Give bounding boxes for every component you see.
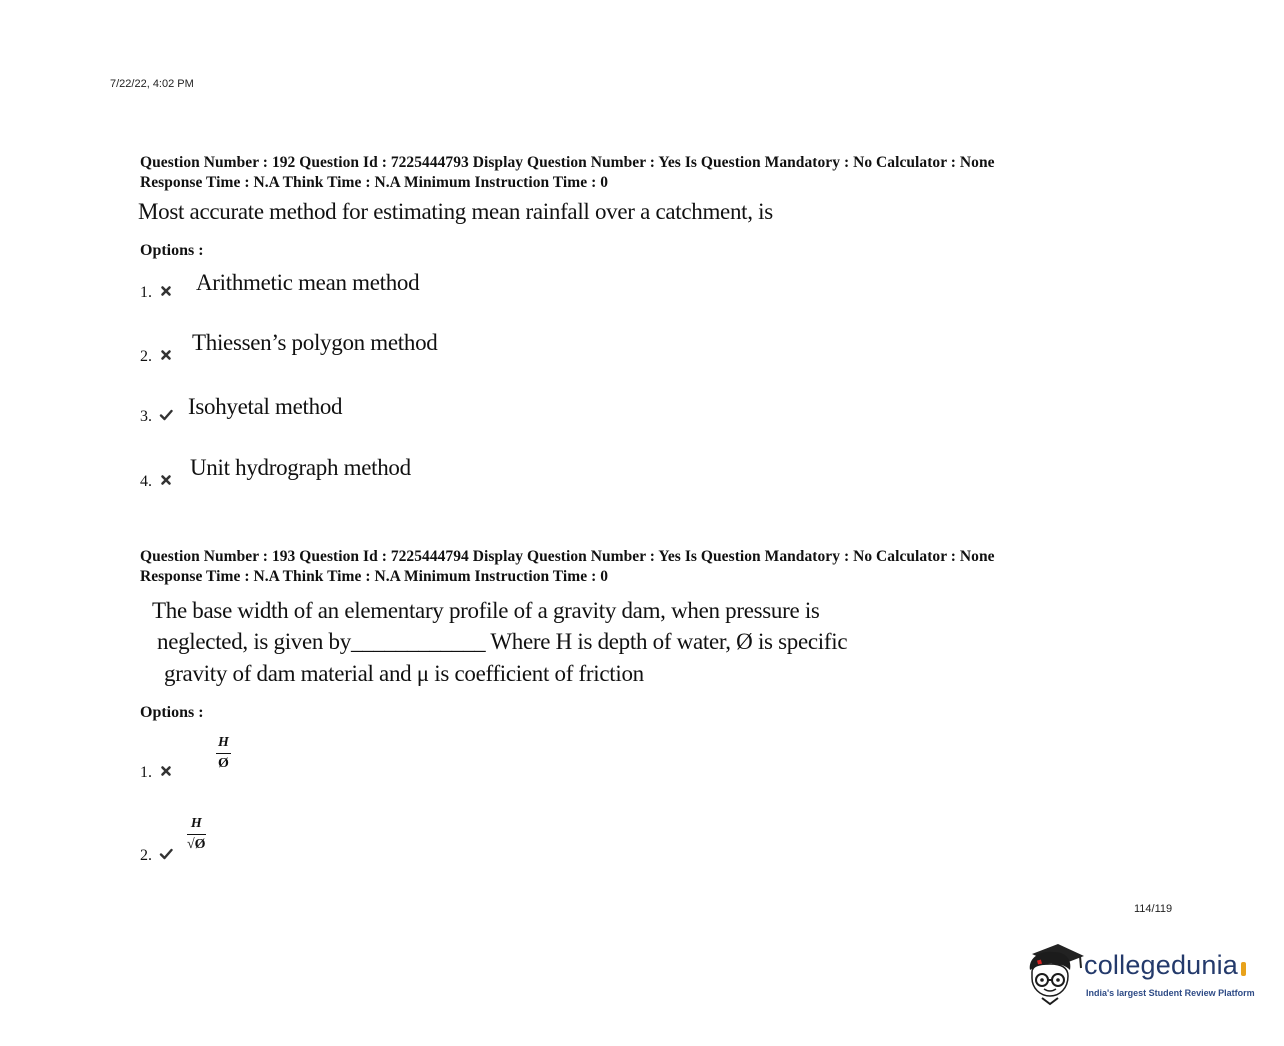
fraction-bar — [216, 753, 231, 754]
check-icon — [159, 408, 173, 422]
option-3 — [140, 408, 173, 426]
option-number: 4. — [140, 473, 152, 490]
fraction-numerator: H — [190, 816, 202, 831]
fraction-denominator: √Ø — [187, 837, 206, 852]
check-icon — [159, 847, 173, 861]
option-2 — [140, 847, 173, 865]
brand-name: collegedunia — [1084, 950, 1239, 980]
options-label: Options : — [140, 704, 204, 721]
question-meta-line-1: Question Number : 192 Question Id : 7225444793 Display Question Number : Yes Is Question Mandatory : No Calculator : None — [140, 154, 995, 171]
fraction-denominator: Ø — [218, 756, 229, 771]
option-1 — [140, 764, 173, 782]
option-1-text: Arithmetic mean method — [196, 270, 420, 295]
brand-tagline: India's largest Student Review Platform — [1086, 988, 1255, 998]
option-number: 1. — [140, 284, 152, 301]
option-2-text: Thiessen’s polygon method — [192, 330, 438, 355]
cross-icon — [159, 473, 173, 487]
mascot-icon — [1024, 940, 1086, 1008]
brand-accent-mark — [1241, 962, 1246, 976]
fraction-bar — [187, 834, 206, 835]
option-number: 2. — [140, 847, 152, 864]
option-1-fraction — [216, 735, 231, 772]
option-3-text: Isohyetal method — [188, 394, 343, 419]
print-timestamp: 7/22/22, 4:02 PM — [110, 78, 194, 90]
question-meta-line-2: Response Time : N.A Think Time : N.A Minimum Instruction Time : 0 — [140, 174, 609, 191]
question-meta-line-2: Response Time : N.A Think Time : N.A Minimum Instruction Time : 0 — [140, 568, 609, 585]
cross-icon — [159, 348, 173, 362]
cross-icon — [159, 284, 173, 298]
option-1 — [140, 284, 173, 302]
cross-icon — [159, 764, 173, 778]
question-stem-line: Most accurate method for estimating mean rainfall over a catchment, is — [138, 199, 773, 224]
question-stem-line: neglected, is given by____________ Where H is depth of water, Ø is specific — [157, 629, 848, 654]
question-stem-line: The base width of an elementary profile of a gravity dam, when pressure is — [152, 598, 820, 623]
question-stem-line: gravity of dam material and μ is coefficient of friction — [164, 661, 644, 686]
option-4 — [140, 473, 173, 491]
question-stem — [138, 196, 773, 227]
option-2-fraction — [187, 816, 206, 853]
option-2 — [140, 348, 173, 366]
page-number: 114/119 — [1134, 903, 1173, 915]
question-meta-line-1: Question Number : 193 Question Id : 7225444794 Display Question Number : Yes Is Question Mandatory : No Calculator : None — [140, 548, 995, 565]
option-number: 2. — [140, 348, 152, 365]
option-number: 1. — [140, 764, 152, 781]
option-number: 3. — [140, 408, 152, 425]
options-label: Options : — [140, 242, 204, 259]
option-4-text: Unit hydrograph method — [190, 455, 411, 480]
fraction-numerator: H — [218, 735, 229, 750]
